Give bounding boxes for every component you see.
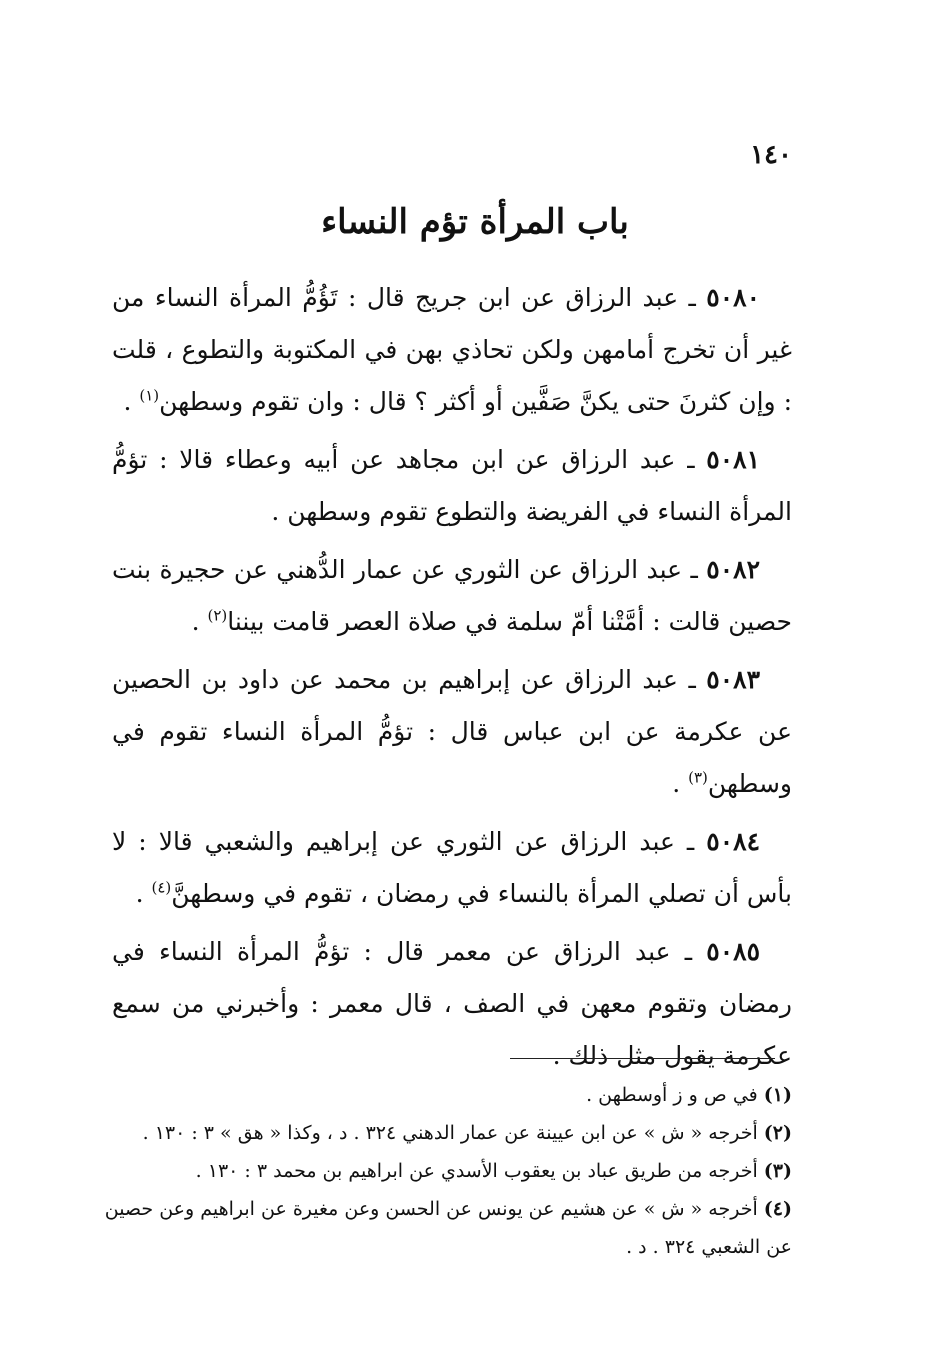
hadith-number: ٥٠٨٣	[706, 665, 760, 694]
footnote-marker: (٢)	[207, 606, 228, 625]
page-number: ١٤٠	[750, 140, 792, 170]
footnote-text: أخرجه من طريق عباد بن يعقوب الأسدي عن ابراهيم بن محمد ٣ : ١٣٠ .	[195, 1160, 764, 1182]
hadith-entry	[112, 654, 792, 810]
hadith-list	[112, 272, 792, 1088]
hadith-entry	[112, 544, 792, 648]
footnote-text: أخرجه « ش » عن هشيم عن يونس عن الحسن وعن مغيرة عن ابراهيم وعن حصين عن الشعبي ٣٢٤ . د .	[104, 1198, 792, 1258]
footnote-number: (١)	[763, 1084, 792, 1106]
hadith-end: .	[672, 769, 689, 798]
hadith-entry	[112, 816, 792, 920]
hadith-entry	[112, 434, 792, 538]
footnote-text: أخرجه « ش » عن ابن عيينة عن عمار الدهني ٣٢٤ . د ، وكذا « هق » ٣ : ١٣٠ .	[142, 1122, 764, 1144]
hadith-end: .	[135, 879, 152, 908]
hadith-number: ٥٠٨٢	[706, 555, 760, 584]
hadith-entry	[112, 272, 792, 428]
hadith-end: .	[191, 607, 208, 636]
hadith-number: ٥٠٨٥	[706, 937, 760, 966]
footnote-number: (٤)	[763, 1198, 792, 1220]
footnote	[102, 1190, 792, 1266]
hadith-end: .	[123, 387, 140, 416]
hadith-text: ـ عبد الرزاق عن الثوري عن عمار الدُّهني عن حجيرة بنت حصين قالت : أمَّتْنا أمّ سلمة في صلاة العصر قامت بيننا	[112, 555, 792, 636]
hadith-text: ـ عبد الرزاق عن الثوري عن إبراهيم والشعبي قالا : لا بأس أن تصلي المرأة بالنساء في رمضان ، تقوم في وسطهنَّ	[112, 827, 792, 908]
hadith-number: ٥٠٨١	[706, 445, 760, 474]
footnote-marker: (٣)	[688, 768, 708, 787]
hadith-text: ـ عبد الرزاق عن معمر قال : تؤمُّ المرأة النساء في رمضان وتقوم معهن في الصف ، قال معمر : وأخبرني من سمع عكرمة يقول مثل ذلك	[112, 937, 792, 1070]
footnote-divider	[510, 1058, 775, 1059]
footnote-marker: (٤)	[151, 878, 172, 897]
footnote-text: في ص و ز أوسطهن .	[586, 1084, 764, 1106]
hadith-text: ـ عبد الرزاق عن إبراهيم بن محمد عن داود بن الحصين عن عكرمة عن ابن عباس قال : تؤمُّ المرأة النساء تقوم في وسطهن	[112, 665, 792, 798]
hadith-text: ـ عبد الرزاق عن ابن جريج قال : تَؤُمُّ المرأة النساء من غير أن تخرج أمامهن ولكن تحاذي بهن في المكتوبة والتطوع ، قلت : وإن كثرنَ حتى يكنَّ صَفَّين أو أكثر ؟ قال : وان تقوم وسطهن	[112, 283, 792, 416]
footnote	[102, 1152, 792, 1190]
hadith-number: ٥٠٨٠	[706, 283, 760, 312]
chapter-title: باب المرأة تؤم النساء	[321, 202, 629, 242]
footnote	[102, 1076, 792, 1114]
footnote-marker: (١)	[139, 386, 160, 405]
footnote-number: (٣)	[763, 1160, 792, 1182]
hadith-text: ـ عبد الرزاق عن ابن مجاهد عن أبيه وعطاء قالا : تؤمُّ المرأة النساء في الفريضة والتطوع تقوم وسطهن	[112, 445, 792, 526]
footnote	[102, 1114, 792, 1152]
footnotes	[102, 1076, 792, 1266]
hadith-number: ٥٠٨٤	[706, 827, 760, 856]
hadith-end: .	[271, 497, 288, 526]
footnote-number: (٢)	[763, 1122, 792, 1144]
hadith-end: .	[552, 1041, 569, 1070]
